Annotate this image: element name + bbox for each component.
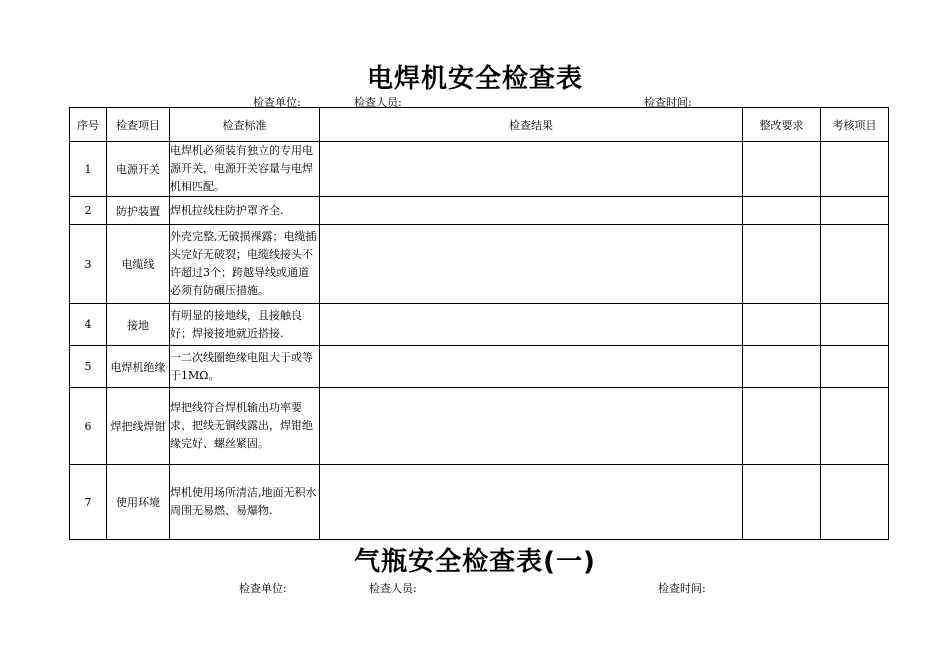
table-row [70, 304, 889, 346]
row-standard: 一二次线圈绝缘电阻大于或等于1MΩ。 [170, 346, 320, 388]
row-result-cell[interactable] [320, 142, 743, 197]
row-item: 焊把线焊钳 [107, 388, 170, 465]
table-row [70, 197, 889, 225]
table-row [70, 465, 889, 540]
row-assess-cell[interactable] [821, 304, 889, 346]
table-row [70, 388, 889, 465]
meta-unit-label: 检查单位: [253, 96, 301, 109]
table-header-row [70, 108, 889, 142]
table-row [70, 225, 889, 304]
row-rectify-cell[interactable] [743, 388, 821, 465]
header-assess: 考核项目 [821, 108, 889, 142]
meta2-time-label: 检查时间: [658, 582, 706, 595]
header-result: 检查结果 [320, 108, 743, 142]
meta-inspector-label: 检查人员: [354, 96, 402, 109]
row-rectify-cell[interactable] [743, 304, 821, 346]
row-assess-cell[interactable] [821, 346, 889, 388]
row-standard: 电焊机必须装有独立的专用电源开关，电源开关容量与电焊机相匹配。 [170, 142, 320, 197]
row-result-cell[interactable] [320, 225, 743, 304]
table-row [70, 346, 889, 388]
row-standard: 有明显的接地线，且接触良好；焊接接地就近搭接. [170, 304, 320, 346]
row-standard: 焊把线符合焊机输出功率要求、把线无铜线露出，焊钳绝缘完好、螺丝紧固。 [170, 388, 320, 465]
row-rectify-cell[interactable] [743, 225, 821, 304]
row-standard: 焊机使用场所清洁,地面无积水周围无易燃、易爆物. [170, 465, 320, 540]
row-standard: 焊机拉线柱防护罩齐全. [170, 197, 320, 225]
meta-time-label: 检查时间: [644, 96, 692, 109]
row-assess-cell[interactable] [821, 465, 889, 540]
table-row [70, 142, 889, 197]
row-standard: 外壳完整,无破损裸露；电缆插头完好无破裂；电缆线接头不许超过3个；跨越导线或通道必须有防碾压措施。 [170, 225, 320, 304]
row-no: 6 [70, 388, 107, 465]
row-item: 接地 [107, 304, 170, 346]
row-rectify-cell[interactable] [743, 346, 821, 388]
row-rectify-cell[interactable] [743, 142, 821, 197]
row-no: 2 [70, 197, 107, 225]
row-item: 电缆线 [107, 225, 170, 304]
welder-checklist-table [69, 107, 889, 540]
row-rectify-cell[interactable] [743, 197, 821, 225]
page-title: 电焊机安全检查表 [366, 64, 583, 94]
header-item: 检查项目 [107, 108, 170, 142]
row-no: 7 [70, 465, 107, 540]
row-assess-cell[interactable] [821, 388, 889, 465]
row-result-cell[interactable] [320, 304, 743, 346]
section-title-gas-cylinder: 气瓶安全检查表(一) [354, 547, 596, 577]
row-item: 电焊机绝缘 [107, 346, 170, 388]
row-item: 防护装置 [107, 197, 170, 225]
row-result-cell[interactable] [320, 388, 743, 465]
row-no: 4 [70, 304, 107, 346]
row-result-cell[interactable] [320, 346, 743, 388]
row-assess-cell[interactable] [821, 225, 889, 304]
row-no: 5 [70, 346, 107, 388]
header-rectify: 整改要求 [743, 108, 821, 142]
row-assess-cell[interactable] [821, 142, 889, 197]
header-standard: 检查标准 [170, 108, 320, 142]
row-result-cell[interactable] [320, 465, 743, 540]
row-result-cell[interactable] [320, 197, 743, 225]
meta2-inspector-label: 检查人员: [369, 582, 417, 595]
row-no: 1 [70, 142, 107, 197]
header-no: 序号 [70, 108, 107, 142]
row-item: 使用环境 [107, 465, 170, 540]
row-assess-cell[interactable] [821, 197, 889, 225]
row-item: 电源开关 [107, 142, 170, 197]
row-no: 3 [70, 225, 107, 304]
meta2-unit-label: 检查单位: [239, 582, 287, 595]
row-rectify-cell[interactable] [743, 465, 821, 540]
